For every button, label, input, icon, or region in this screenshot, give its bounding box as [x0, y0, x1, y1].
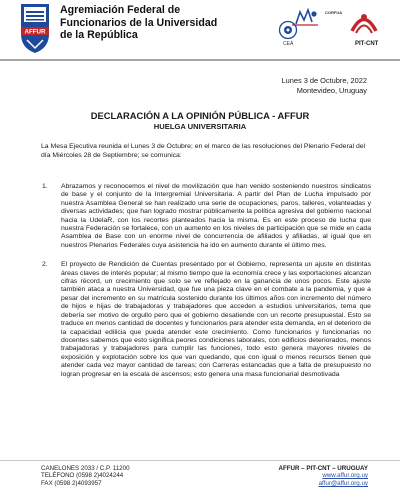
footer-brand-block [279, 465, 369, 487]
date-line: Lunes 3 de Octubre, 2022 [281, 76, 367, 85]
pit-cnt-logo [349, 14, 379, 38]
footer-contact [41, 465, 130, 487]
logo-text: AFFUR [24, 28, 46, 36]
org-name-line: de la República [60, 29, 138, 41]
letterhead [0, 0, 400, 66]
document-title: DECLARACIÓN A LA OPINIÓN PÚBLICA - AFFUR [90, 110, 310, 121]
org-name [60, 4, 217, 42]
website-link[interactable]: www.affur.org.uy [322, 472, 368, 480]
list-item [41, 183, 371, 250]
footer-divider [0, 460, 400, 461]
email-link[interactable]: affur@affur.org.uy [318, 479, 368, 487]
org-name-line: Agremiación Federal de [60, 4, 181, 16]
date-place [282, 76, 367, 96]
partner-logos [248, 6, 398, 40]
corfua-label: CORFUA [325, 10, 343, 15]
list-item [41, 261, 371, 379]
footer-brand: AFFUR – PIT-CNT – URUGUAY [278, 465, 368, 472]
footer-phone: TELÉFONO (0598 2)4024244 [41, 472, 124, 480]
intro-paragraph: La Mesa Ejecutiva reunida el Lunes 3 de Octubre; en el marco de las resoluciones del Plenario Federal del día Miércoles 28 de Septiembre; se comunica: [41, 143, 366, 159]
cea-logo [280, 22, 297, 39]
cea-label: CEA [283, 41, 294, 47]
document-subtitle: HUELGA UNIVERSITARIA [153, 122, 247, 131]
pit-cnt-label: PIT-CNT [355, 41, 379, 47]
list-item-text: El proyecto de Rendición de Cuentas presentado por el Gobierno, representa un ajuste en distintas áreas claves de interés popular; al mismo tiempo que la economía crece y las exportaciones alcanzan cifras récord, un crecimiento que solo se ve reflejado en la ganancia de unos pocos. Este ajuste también ataca a nuestra Universidad, que fue una pieza clave en el combate a la pandemia, y que a pesar del incremento en su matrícula sostenido durante los últimos años con incremento del número de hijos e hijas de trabajadoras y trabajadores que acceden a estudios universitarios, tema que debería ser motivo de orgullo pero que el gobierno desatiende con un recorte presupuestal. Esto se traduce en menos cantidad de docentes y funcionarios para atender esta demanda, en el deterioro de la capacidad edilicia que pueda atender este crecimiento. Como funcionarios y funcionarias no docentes sabemos que esto significa peores condiciones laborales, con edificios deteriorados, menos trabajadoras y trabajadores para cumplir las funciones, todo esto genera mayores niveles de exposición y explotación sobre los que van quedando, que con igual o menos recursos tienen que atender cada vez mayor cantidad de tareas; con Carreras estancadas que a falta de presupuesto no logran progresar en la escala de ascensos; esto genera una masa funcionarial desmotivada [61, 261, 371, 378]
org-name-line: Funcionarios de la Universidad [60, 16, 218, 29]
affur-logo [18, 2, 52, 54]
corfua-logo [292, 7, 318, 27]
footer-address: CANELONES 2033 / C.P. 11200 [41, 465, 130, 472]
declaration-list [41, 183, 371, 390]
place-line: Montevideo, Uruguay [296, 86, 367, 95]
list-item-text: Abrazamos y reconocemos el nivel de movilización que han venido sosteniendo nuestros sindicatos de base y el conjunto de la Intergremial Universitaria. A partir del Plan de Lucha impulsado por nuestra Asamblea General se han realizado una serie de ocupaciones, paros, talleres, volanteadas y diversas actividades; que han logrado mostrar públicamente la política agresiva del gobierno nacional hacia la UdelaR, con los recortes planteados hacia la misma. Es en este proceso de lucha que nuestra Federación se fortalece, con un aumento en los niveles de participación que se mide en cada Asamblea de Base con un enorme nivel de concurrencia de afiliados y afiliadas, al igual que en nuestros Plenarios Federales cuya asistencia ha ido en aumento durante el último mes. [61, 183, 371, 249]
list-number: 1. [42, 183, 48, 190]
header-divider [0, 59, 400, 61]
list-number: 2. [42, 261, 48, 269]
footer-fax: FAX (0598 2)4093957 [41, 479, 102, 487]
